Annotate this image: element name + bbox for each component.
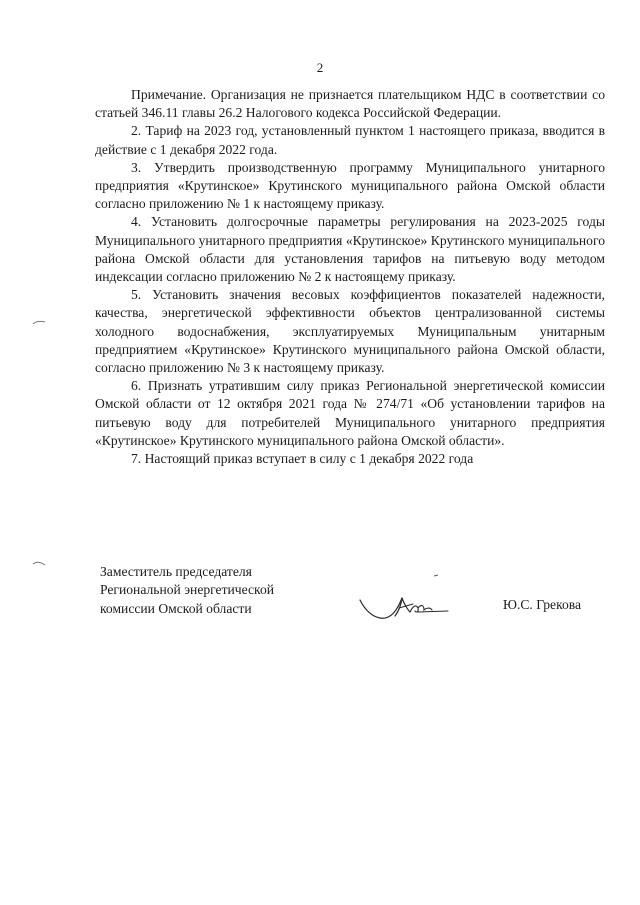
item-2-paragraph: 2. Тариф на 2023 год, установленный пунктом 1 настоящего приказа, вводится в действие с 1 декабря 2022 года.	[95, 123, 605, 157]
page-number: 2	[316, 60, 324, 75]
item-6-paragraph: 6. Признать утратившим силу приказ Региональной энергетической комиссии Омской области от 12 октября 2021 года № 274/71 «Об установлении тарифов на питьевую воду для потребителей Муниципального унитарного предприятия «Крутинское» Крутинского муниципального района Омской области».	[95, 378, 605, 448]
signer-title	[100, 563, 274, 618]
ink-dot	[434, 574, 438, 577]
item-5-paragraph: 5. Установить значения весовых коэффициентов показателей надежности, качества, энергетической эффективности объектов централизованной системы холодного водоснабжения, эксплуатируемых Муниципальным унитарным предприятием «Крутинское» Крутинского муниципального района Омской области, согласно приложению № 3 к настоящему приказу.	[95, 287, 605, 376]
note-paragraph: Примечание. Организация не признается плательщиком НДС в соответствии со статьей 346.11 главы 26.2 Налогового кодекса Российской Федерации.	[95, 87, 605, 121]
margin-scan-mark	[32, 318, 46, 326]
signer-name: Ю.С. Грекова	[503, 597, 582, 612]
item-7-paragraph: 7. Настоящий приказ вступает в силу с 1 декабря 2022 года	[131, 451, 474, 467]
signer-title-line: комиссии Омской области	[100, 600, 252, 616]
document-body	[95, 86, 605, 468]
item-4-paragraph: 4. Установить долгосрочные параметры регулирования на 2023-2025 годы Муниципального унитарного предприятия «Крутинское» Крутинского муниципального района Омской области для установления тарифов на питьевую воду методом индексации согласно приложению № 2 к настоящему приказу.	[95, 214, 605, 285]
signer-title-line: Заместитель председателя	[100, 564, 252, 579]
signer-title-line: Региональной энергетической	[100, 582, 275, 598]
handwritten-signature	[358, 578, 450, 624]
item-3-paragraph: 3. Утвердить производственную программу Муниципального унитарного предприятия «Крутинское» Крутинского муниципального района Омской области согласно приложению № 1 к настоящему приказу.	[95, 159, 605, 212]
margin-scan-mark	[32, 559, 46, 567]
